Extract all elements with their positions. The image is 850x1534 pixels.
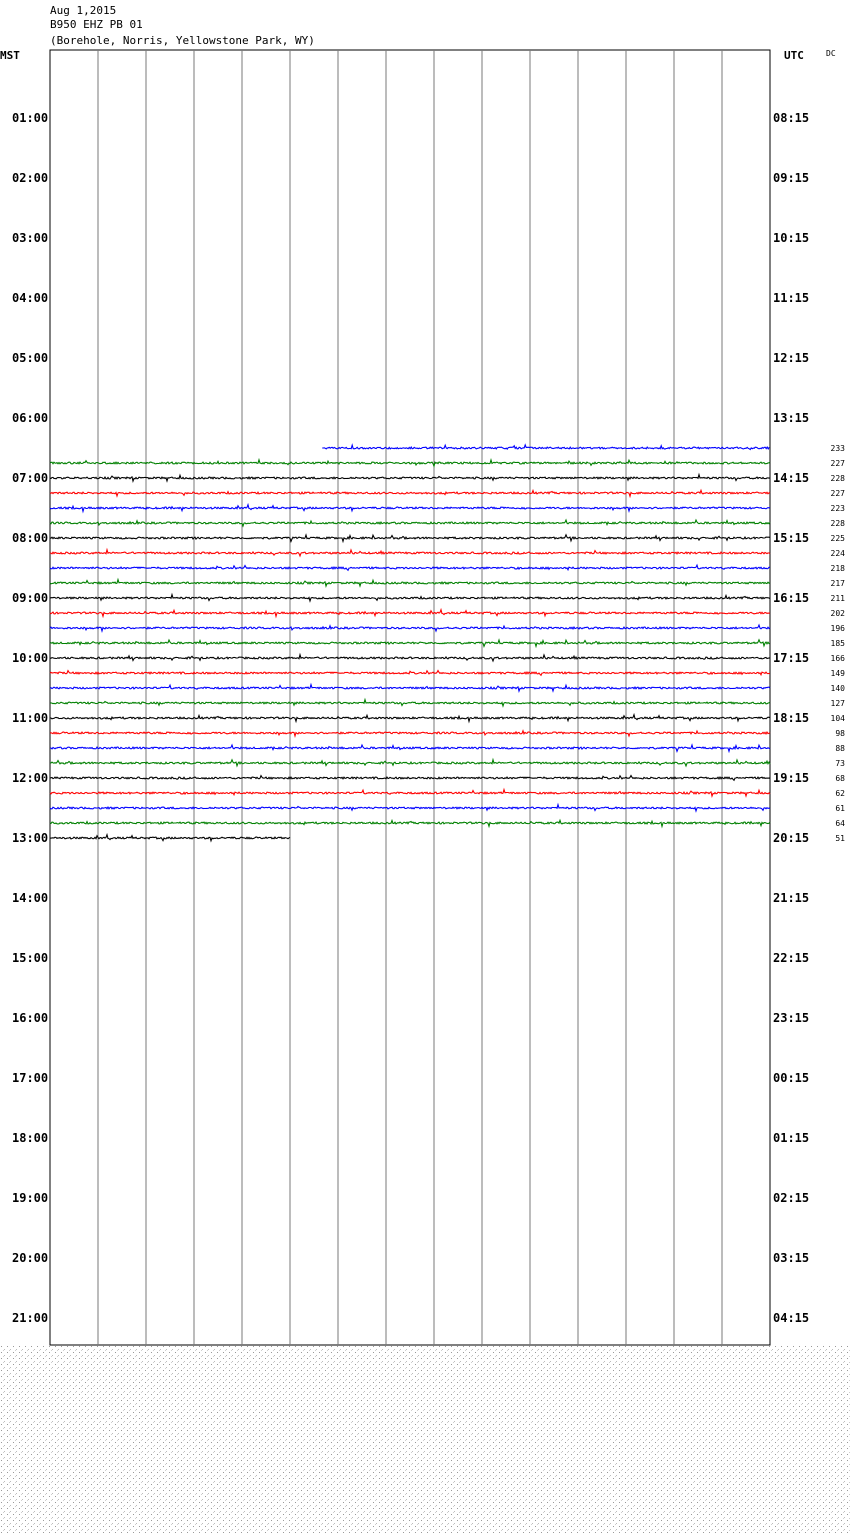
- left-axis-label: MST: [0, 49, 20, 62]
- trace-line: [50, 731, 770, 736]
- dc-value: 88: [835, 744, 845, 753]
- trace-line: [50, 745, 770, 751]
- utc-tick-label: 19:15: [773, 771, 810, 785]
- dc-value: 225: [830, 534, 845, 543]
- trace-line: [50, 760, 770, 766]
- dc-value: 228: [830, 519, 845, 528]
- utc-tick-label: 08:15: [773, 111, 810, 125]
- dc-value: 185: [830, 639, 845, 648]
- dc-value: 227: [830, 489, 845, 498]
- utc-tick-label: 13:15: [773, 411, 810, 425]
- trace-line: [50, 640, 770, 647]
- station-code: B950 EHZ PB 01: [50, 18, 143, 31]
- dc-value: 73: [835, 759, 845, 768]
- dc-value: 166: [830, 654, 845, 663]
- trace-line: [50, 820, 770, 826]
- mst-tick-label: 12:00: [12, 771, 49, 785]
- mst-tick-label: 06:00: [12, 411, 49, 425]
- trace-line: [50, 776, 770, 781]
- mst-tick-label: 01:00: [12, 111, 49, 125]
- plot-frame: [50, 50, 770, 1345]
- trace-line: [50, 475, 770, 482]
- chart-date: Aug 1,2015: [50, 4, 117, 17]
- dc-offset-values: [831, 444, 846, 843]
- utc-tick-label: 09:15: [773, 171, 810, 185]
- dc-value: 217: [830, 579, 845, 588]
- utc-tick-label: 04:15: [773, 1311, 810, 1325]
- plot-grid: [50, 50, 770, 1345]
- trace-line: [50, 490, 770, 496]
- trace-line: [50, 460, 770, 466]
- utc-tick-label: 10:15: [773, 231, 810, 245]
- dc-value: 228: [830, 474, 845, 483]
- mst-tick-label: 09:00: [12, 591, 49, 605]
- dc-value: 196: [830, 624, 845, 633]
- trace-line: [50, 580, 770, 587]
- utc-tick-label: 14:15: [773, 471, 810, 485]
- dc-value: 202: [830, 609, 845, 618]
- utc-tick-label: 11:15: [773, 291, 810, 305]
- mst-tick-label: 04:00: [12, 291, 49, 305]
- dc-value: 127: [830, 699, 845, 708]
- dc-value: 233: [830, 444, 845, 453]
- dc-value: 64: [835, 819, 845, 828]
- mst-tick-label: 17:00: [12, 1071, 49, 1085]
- utc-tick-label: 02:15: [773, 1191, 810, 1205]
- trace-line: [50, 535, 770, 542]
- trace-line: [50, 550, 770, 556]
- dc-value: 140: [830, 684, 845, 693]
- dc-value: 51: [835, 834, 845, 843]
- utc-tick-labels: [773, 111, 809, 1325]
- mst-tick-label: 14:00: [12, 891, 49, 905]
- mst-tick-label: 18:00: [12, 1131, 49, 1145]
- dc-value: 218: [830, 564, 845, 573]
- trace-line: [50, 835, 290, 841]
- trace-line: [50, 655, 770, 661]
- utc-tick-label: 16:15: [773, 591, 810, 605]
- utc-tick-label: 17:15: [773, 651, 810, 665]
- dc-value: 62: [835, 789, 845, 798]
- trace-line: [50, 671, 770, 676]
- utc-tick-label: 18:15: [773, 711, 810, 725]
- utc-tick-label: 01:15: [773, 1131, 810, 1145]
- seismic-traces: [50, 445, 770, 841]
- station-location: (Borehole, Norris, Yellowstone Park, WY): [50, 34, 315, 47]
- mst-tick-label: 19:00: [12, 1191, 49, 1205]
- trace-line: [50, 700, 770, 706]
- utc-tick-label: 21:15: [773, 891, 810, 905]
- trace-line: [50, 715, 770, 722]
- utc-tick-label: 23:15: [773, 1011, 810, 1025]
- right-axis-label: UTC: [784, 49, 804, 62]
- mst-tick-label: 16:00: [12, 1011, 49, 1025]
- mst-tick-label: 02:00: [12, 171, 49, 185]
- mst-tick-label: 05:00: [12, 351, 49, 365]
- utc-tick-label: 00:15: [773, 1071, 810, 1085]
- trace-line: [50, 805, 770, 811]
- mst-tick-label: 21:00: [12, 1311, 49, 1325]
- mst-tick-label: 15:00: [12, 951, 49, 965]
- dc-value: 224: [830, 549, 845, 558]
- trace-line: [50, 505, 770, 512]
- mst-tick-label: 08:00: [12, 531, 49, 545]
- dc-column-label: DC: [826, 49, 836, 58]
- utc-tick-label: 20:15: [773, 831, 810, 845]
- trace-line: [50, 685, 770, 692]
- noise-footer: [0, 1346, 850, 1534]
- dc-value: 98: [835, 729, 845, 738]
- trace-line: [50, 625, 770, 631]
- trace-line: [50, 565, 770, 570]
- mst-tick-label: 03:00: [12, 231, 49, 245]
- utc-tick-label: 03:15: [773, 1251, 810, 1265]
- mst-tick-label: 11:00: [12, 711, 49, 725]
- trace-line: [322, 445, 769, 450]
- utc-tick-label: 22:15: [773, 951, 810, 965]
- dc-value: 68: [835, 774, 845, 783]
- mst-tick-label: 10:00: [12, 651, 49, 665]
- trace-line: [50, 790, 770, 797]
- utc-tick-label: 12:15: [773, 351, 810, 365]
- dc-value: 227: [830, 459, 845, 468]
- dc-value: 149: [830, 669, 845, 678]
- mst-tick-label: 07:00: [12, 471, 49, 485]
- dc-value: 61: [835, 804, 845, 813]
- trace-line: [50, 520, 770, 526]
- mst-tick-label: 13:00: [12, 831, 49, 845]
- trace-line: [50, 595, 770, 601]
- dc-value: 211: [830, 594, 845, 603]
- dc-value: 223: [830, 504, 845, 513]
- dc-value: 104: [830, 714, 845, 723]
- utc-tick-label: 15:15: [773, 531, 810, 545]
- mst-tick-label: 20:00: [12, 1251, 49, 1265]
- trace-line: [50, 610, 770, 617]
- mst-tick-labels: [12, 111, 48, 1325]
